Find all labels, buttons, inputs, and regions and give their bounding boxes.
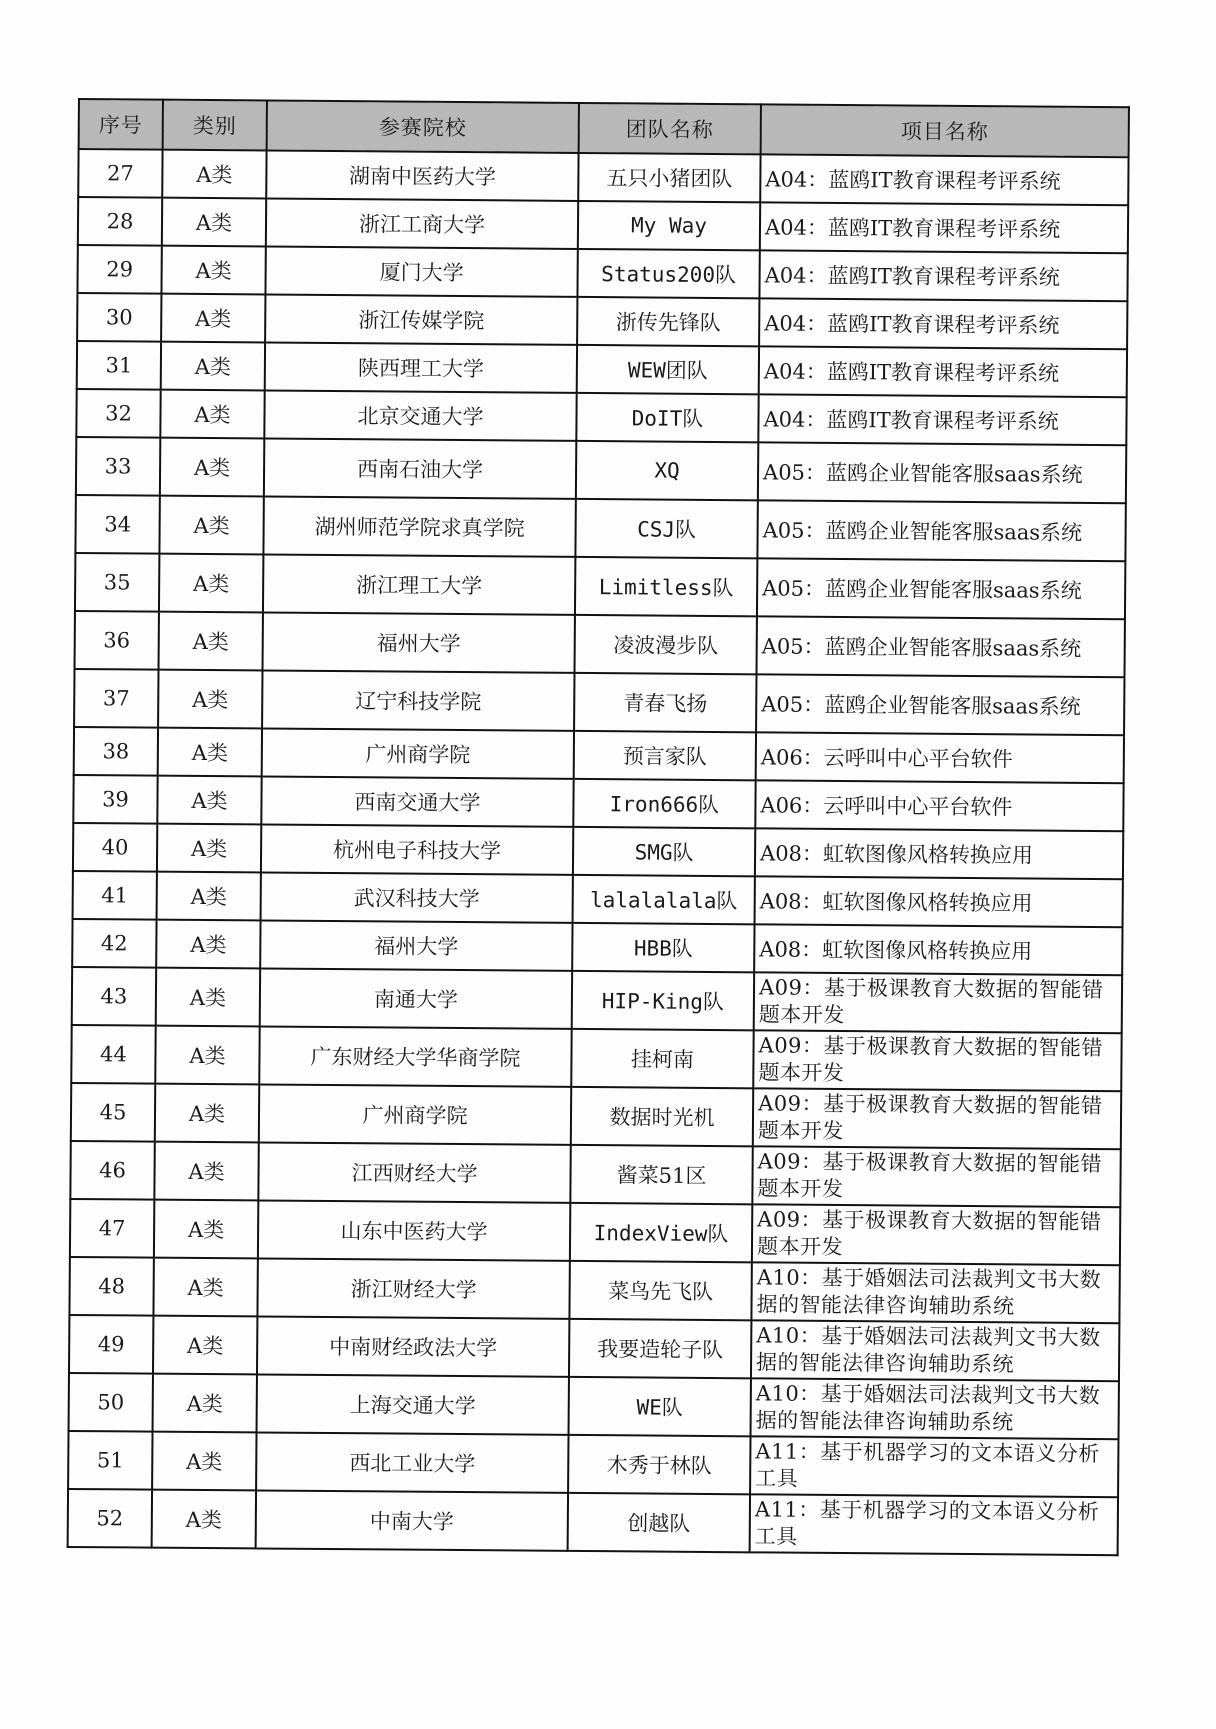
cell-no: 42: [72, 919, 156, 968]
cell-team: 青春飞扬: [574, 673, 756, 732]
cell-no: 38: [74, 727, 158, 776]
cell-school: 福州大学: [260, 920, 572, 970]
cell-no: 29: [77, 245, 161, 294]
cell-category: A类: [156, 968, 260, 1027]
cell-project: A05：蓝鸥企业智能客服saas系统: [756, 674, 1124, 735]
cell-school: 南通大学: [260, 968, 572, 1028]
cell-project: A04：蓝鸥IT教育课程考评系统: [759, 250, 1127, 301]
cell-project: A10：基于婚姻法司法裁判文书大数据的智能法律咨询辅助系统: [751, 1262, 1119, 1323]
cell-school: 江西财经大学: [258, 1142, 570, 1202]
cell-project: A09：基于极课教育大数据的智能错题本开发: [753, 1030, 1121, 1091]
cell-project: A05：蓝鸥企业智能客服saas系统: [756, 616, 1124, 677]
cell-category: A类: [159, 554, 263, 613]
table-row: [78, 149, 1128, 205]
cell-team: HBB队: [572, 923, 754, 972]
table-row: [72, 919, 1122, 975]
table-row: [73, 823, 1123, 879]
cell-no: 48: [69, 1257, 153, 1316]
cell-school: 福州大学: [263, 612, 575, 672]
cell-no: 46: [70, 1141, 154, 1200]
cell-category: A类: [162, 198, 266, 247]
table-row: [69, 1315, 1119, 1381]
cell-project: A10：基于婚姻法司法裁判文书大数据的智能法律咨询辅助系统: [751, 1320, 1119, 1381]
table-row: [68, 1431, 1118, 1497]
table-row: [76, 389, 1126, 445]
table-row: [70, 1141, 1120, 1207]
cell-school: 湖州师范学院求真学院: [263, 496, 575, 556]
cell-category: A类: [152, 1432, 256, 1491]
cell-team: Iron666队: [573, 779, 755, 828]
cell-no: 47: [70, 1199, 154, 1258]
cell-no: 52: [68, 1489, 152, 1548]
cell-school: 厦门大学: [265, 246, 577, 296]
cell-category: A类: [154, 1142, 258, 1201]
cell-project: A04：蓝鸥IT教育课程考评系统: [758, 394, 1126, 445]
cell-school: 西南石油大学: [264, 438, 576, 498]
cell-no: 40: [73, 823, 157, 872]
cell-team: SMG队: [573, 827, 755, 876]
cell-no: 49: [69, 1315, 153, 1374]
table-row: [78, 197, 1128, 253]
table-row: [75, 611, 1125, 677]
cell-team: DoIT队: [576, 393, 758, 442]
cell-no: 39: [73, 775, 157, 824]
cell-no: 43: [72, 967, 156, 1026]
cell-team: 数据时光机: [571, 1087, 753, 1146]
cell-category: A类: [160, 390, 264, 439]
cell-project: A11：基于机器学习的文本语义分析工具: [750, 1436, 1118, 1497]
cell-team: Status200队: [577, 249, 759, 298]
cell-no: 44: [71, 1025, 155, 1084]
cell-no: 33: [76, 437, 160, 496]
header-no: 序号: [79, 99, 163, 150]
cell-team: 浙传先锋队: [577, 297, 759, 346]
cell-no: 37: [74, 669, 158, 728]
table-row: [75, 553, 1125, 619]
table-row: [69, 1257, 1119, 1323]
cell-team: 预言家队: [574, 731, 756, 780]
cell-team: 我要造轮子队: [569, 1319, 751, 1378]
table-row: [77, 293, 1127, 349]
table-row: [75, 495, 1125, 561]
cell-project: A09：基于极课教育大数据的智能错题本开发: [752, 1146, 1120, 1207]
header-row: [79, 99, 1129, 157]
cell-school: 西北工业大学: [256, 1432, 568, 1492]
cell-team: IndexView队: [570, 1203, 752, 1262]
cell-team: 五只小猪团队: [578, 153, 760, 202]
table-body: [68, 149, 1129, 1555]
cell-category: A类: [161, 342, 265, 391]
cell-no: 45: [71, 1083, 155, 1142]
cell-no: 32: [76, 389, 160, 438]
cell-school: 浙江工商大学: [266, 198, 578, 248]
cell-project: A05：蓝鸥企业智能客服saas系统: [757, 558, 1125, 619]
cell-team: 凌波漫步队: [575, 615, 757, 674]
cell-team: 挂柯南: [571, 1029, 753, 1088]
cell-team: My Way: [578, 201, 760, 250]
cell-project: A08：虹软图像风格转换应用: [754, 924, 1122, 975]
cell-project: A11：基于机器学习的文本语义分析工具: [750, 1494, 1118, 1555]
cell-project: A04：蓝鸥IT教育课程考评系统: [760, 154, 1128, 205]
cell-category: A类: [155, 1084, 259, 1143]
cell-team: XQ: [576, 441, 758, 500]
cell-team: 酱菜51区: [570, 1145, 752, 1204]
cell-category: A类: [160, 438, 264, 497]
cell-project: A09：基于极课教育大数据的智能错题本开发: [754, 972, 1122, 1033]
cell-school: 浙江传媒学院: [265, 294, 577, 344]
cell-category: A类: [156, 920, 260, 969]
cell-school: 陕西理工大学: [265, 342, 577, 392]
table-row: [72, 967, 1122, 1033]
table-row: [70, 1199, 1120, 1265]
cell-project: A10：基于婚姻法司法裁判文书大数据的智能法律咨询辅助系统: [751, 1378, 1119, 1439]
cell-category: A类: [152, 1490, 256, 1549]
cell-team: HIP-King队: [572, 971, 754, 1030]
cell-category: A类: [158, 670, 262, 729]
cell-category: A类: [157, 776, 261, 825]
cell-no: 27: [78, 149, 162, 198]
table-row: [76, 437, 1126, 503]
table-row: [68, 1489, 1118, 1555]
table-row: [77, 341, 1127, 397]
cell-school: 湖南中医药大学: [266, 150, 578, 200]
cell-no: 41: [73, 871, 157, 920]
cell-school: 浙江财经大学: [257, 1258, 569, 1318]
cell-school: 武汉科技大学: [261, 872, 573, 922]
cell-school: 广州商学院: [259, 1084, 571, 1144]
table-row: [73, 775, 1123, 831]
cell-team: 木秀于林队: [568, 1435, 750, 1494]
cell-project: A06：云呼叫中心平台软件: [755, 780, 1123, 831]
cell-team: 菜鸟先飞队: [569, 1261, 751, 1320]
cell-no: 51: [68, 1431, 152, 1490]
cell-no: 28: [78, 197, 162, 246]
cell-project: A04：蓝鸥IT教育课程考评系统: [759, 346, 1127, 397]
table-row: [77, 245, 1127, 301]
cell-project: A09：基于极课教育大数据的智能错题本开发: [753, 1088, 1121, 1149]
competition-roster-table: [67, 98, 1130, 1556]
cell-project: A05：蓝鸥企业智能客服saas系统: [758, 442, 1126, 503]
cell-project: A06：云呼叫中心平台软件: [756, 732, 1124, 783]
cell-category: A类: [157, 872, 261, 921]
cell-team: WEW团队: [577, 345, 759, 394]
cell-project: A08：虹软图像风格转换应用: [755, 828, 1123, 879]
cell-school: 广东财经大学华商学院: [259, 1026, 571, 1086]
cell-category: A类: [153, 1374, 257, 1433]
header-school: 参赛院校: [267, 100, 579, 152]
cell-category: A类: [153, 1258, 257, 1317]
cell-team: CSJ队: [575, 499, 757, 558]
cell-category: A类: [161, 294, 265, 343]
cell-no: 30: [77, 293, 161, 342]
table-row: [74, 727, 1124, 783]
cell-no: 31: [77, 341, 161, 390]
cell-school: 北京交通大学: [264, 390, 576, 440]
cell-category: A类: [159, 612, 263, 671]
cell-category: A类: [162, 150, 266, 199]
cell-team: 创越队: [568, 1493, 750, 1552]
cell-project: A09：基于极课教育大数据的智能错题本开发: [752, 1204, 1120, 1265]
cell-team: lalalalala队: [573, 875, 755, 924]
cell-school: 杭州电子科技大学: [261, 824, 573, 874]
cell-team: Limitless队: [575, 557, 757, 616]
cell-project: A04：蓝鸥IT教育课程考评系统: [760, 202, 1128, 253]
table-row: [71, 1025, 1121, 1091]
table-row: [74, 669, 1124, 735]
cell-project: A04：蓝鸥IT教育课程考评系统: [759, 298, 1127, 349]
cell-school: 西南交通大学: [261, 776, 573, 826]
cell-team: WE队: [569, 1377, 751, 1436]
header-category: 类别: [163, 100, 267, 151]
header-team: 团队名称: [579, 103, 761, 154]
cell-school: 浙江理工大学: [263, 554, 575, 614]
table-header: [79, 99, 1129, 157]
cell-category: A类: [158, 728, 262, 777]
cell-no: 36: [75, 611, 159, 670]
cell-school: 辽宁科技学院: [262, 670, 574, 730]
cell-school: 中南大学: [256, 1490, 568, 1550]
table-row: [73, 871, 1123, 927]
cell-school: 广州商学院: [262, 728, 574, 778]
cell-school: 上海交通大学: [257, 1374, 569, 1434]
cell-project: A08：虹软图像风格转换应用: [755, 876, 1123, 927]
cell-no: 35: [75, 553, 159, 612]
header-project: 项目名称: [761, 104, 1129, 157]
cell-category: A类: [159, 496, 263, 555]
cell-project: A05：蓝鸥企业智能客服saas系统: [757, 500, 1125, 561]
cell-no: 50: [69, 1373, 153, 1432]
cell-category: A类: [153, 1316, 257, 1375]
table-row: [69, 1373, 1119, 1439]
cell-category: A类: [155, 1026, 259, 1085]
cell-no: 34: [75, 495, 159, 554]
cell-category: A类: [161, 246, 265, 295]
table-row: [71, 1083, 1121, 1149]
cell-school: 中南财经政法大学: [257, 1316, 569, 1376]
cell-school: 山东中医药大学: [258, 1200, 570, 1260]
cell-category: A类: [154, 1200, 258, 1259]
cell-category: A类: [157, 824, 261, 873]
